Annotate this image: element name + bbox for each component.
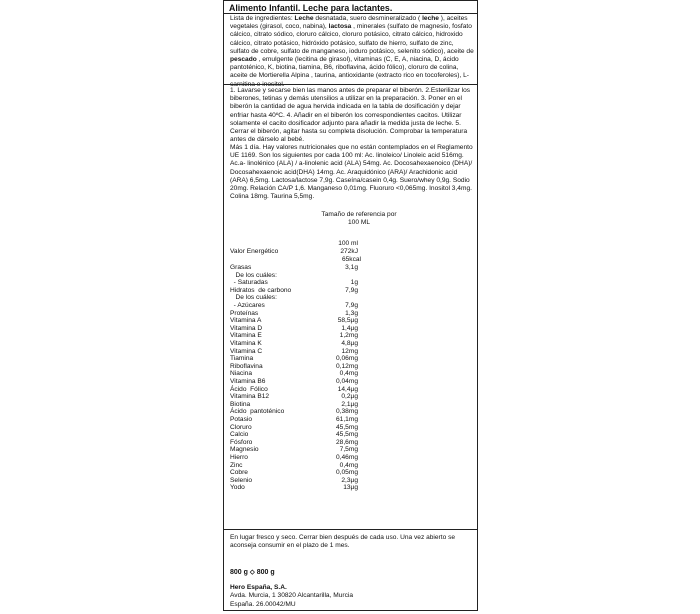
nutrient-value: 3,1g <box>345 264 358 271</box>
nutrient-value: 2,3µg <box>341 476 358 484</box>
nutrient-value: 1,4µg <box>341 324 358 332</box>
allergen-text: Leche <box>294 15 314 22</box>
nutrient-name: Cobre <box>230 469 248 477</box>
nutrient-row <box>230 484 470 492</box>
additional-nutrition-info: Más 1 día. Hay valores nutricionales que no están contemplados en el Reglamento UE 1169. Son los siguientes por cada 100 ml: Ac. linoleico/ Linoleic acid 516mg. Ac.a- linolénico (ALA) / a-linolenic acid (ALA) 54mg. Ac. Docosahexaenoico (DHA)/ Docosahexaenoic acid(DHA) 14mg. Ac. Araquidónico (ARA)/ Arachidonic acid (ARA) 6,5mg. Lactosa/lactose 7,9g. Caseína/casein 0,4g. Suero/whey 0,9g. Sodio 20mg. Relación CA/P 1,6. Manganeso 0,01mg. Fluoruro <0,065mg. Inositol 3,4mg. Colina 18mg. Taurina 5,5mg. <box>230 144 473 201</box>
energy-label: Valor Energético <box>230 248 279 255</box>
nutrient-value: 61,1mg <box>336 416 358 423</box>
nutrient-name: Zinc <box>230 461 243 469</box>
nutrient-name: Vitamina A <box>230 317 262 325</box>
nutrient-name: Proteínas <box>230 309 259 317</box>
nutrient-value: 7,9g <box>345 286 358 294</box>
ingredients-divider <box>224 84 477 85</box>
nutrient-name: Selenio <box>230 476 252 484</box>
ingredients-text: Lista de ingredientes: Leche desnatada, suero desmineralizado ( leche ), aceites vegetales (girasol, coco, nabina), lactosa , minerales (sulfato de magnesio, fosfato cálcico, citrato sódico, cloruro cálcico, cloruro potásico, citrato cálcico, hidroxido cálcico, citrato potásico, hidróxido potásico, sulfato de hierro, sulfato de zinc, sulfato de cobre, sulfato de manganeso, ioduro potásico, selenito sódico), aceite de pescado , emulgente (lecitina de girasol), vitaminas (C, E, A, niacina, D, ácido pantoténico, K, biotina, tiamina, B6, riboflavina, ácido fólico), cloruro de colina, aceite de Mortierella Alpina , taurina, antioxidante (extracto rico en tocoferoles), L-carnitina e inositol. <box>230 15 474 88</box>
ingredient-text: , emulgente (lecitina de girasol), vitaminas (C, E, A, niacina, D, ácido pantoténico, K, biotina, tiamina, B6, riboflavina, ácido fólico), cloruro de colina, aceite de Mortierella Alpina , taurina, antioxidante (extracto rico en tocoferoles), L-carnitina e inositol. <box>230 56 469 88</box>
energy-kcal-row <box>230 256 470 264</box>
nutrient-value: 1,2mg <box>339 332 358 340</box>
nutrient-name: De los cuáles: <box>230 271 277 279</box>
energy-kj: 272kJ <box>340 248 358 255</box>
nutrient-name: Ácido pantoténico <box>230 408 285 416</box>
nutrient-name: Biotina <box>230 400 251 408</box>
nutrient-value: 45,5mg <box>336 423 358 431</box>
company-registration: España. 26.00042/MU <box>230 600 296 608</box>
allergen-text: pescado <box>230 56 257 64</box>
product-title: Alimento Infantil. Leche para lactantes. <box>229 3 393 13</box>
energy-row <box>230 248 470 256</box>
table-unit: 100 ml <box>338 240 358 247</box>
table-unit-row <box>230 240 470 248</box>
nutrient-name: Tiamina <box>230 355 254 363</box>
nutrient-value: 0,38mg <box>336 408 358 416</box>
nutrient-name: Ácido Fólico <box>230 385 268 393</box>
nutrient-name: Vitamina D <box>230 324 263 332</box>
nutrient-value: 45,5mg <box>336 431 358 439</box>
allergen-text: leche <box>422 15 439 22</box>
title-divider <box>224 13 477 14</box>
nutrient-value: 13µg <box>343 484 358 492</box>
nutrient-value: 14,4µg <box>337 385 358 393</box>
nutrient-value: 0,04mg <box>336 378 358 385</box>
energy-kcal: 65kcal <box>341 256 361 263</box>
nutrient-value: 0,4mg <box>339 461 358 469</box>
nutrient-name: Vitamina C <box>230 347 263 355</box>
nutrient-value: 1g <box>350 279 358 287</box>
ingredient-text: , minerales (sulfato de magnesio, fosfato cálcico, citrato sódico, cloruro cálcico, cloruro potásico, citrato cálcico, hidroxido cálcico, citrato potásico, hidróxido potásico, sulfato de hierro, sulfato de zinc, sulfato de cobre, sulfato de manganeso, ioduro potásico, selenito sódico), aceite de <box>230 23 474 55</box>
nutrient-name: Vitamina E <box>230 332 262 340</box>
product-label <box>223 0 478 611</box>
ingredients-list <box>230 15 474 88</box>
preparation-instructions: 1. Lavarse y secarse bien las manos antes de preparar el biberón. 2.Esterilizar los biberones, tetinas y demás utensilios a utilizar en la preparación. 3. Poner en el biberón la cantidad de agua hervida indicada en la tabla de dosificación y dejar enfriar hasta 40ºC. 4. Añadir en el biberón los correspondientes cacitos. Utilizar solamente el cacito dosificador adjunto para añadir la medida justa de leche. 5. Cerrar el biberón, agitar hasta su completa disolución. Comprobar la temperatura antes de dárselo al bebé. <box>230 87 471 144</box>
nutrient-name: Fósforo <box>230 438 253 446</box>
nutrient-value: 0,4mg <box>339 370 358 378</box>
ingredient-text: desnatada, suero desmineralizado ( <box>313 15 423 22</box>
company-name: Hero España, S.A. <box>230 584 287 591</box>
nutrient-value: 28,6mg <box>336 438 358 446</box>
nutrient-name: - Azúcares <box>230 302 265 309</box>
nutrient-name: Vitamina B6 <box>230 378 266 385</box>
nutrient-value: 0,46mg <box>336 454 358 461</box>
nutrient-value: 7,9g <box>345 302 358 309</box>
nutrient-value: 12mg <box>341 347 358 355</box>
nutrient-value: 2,1µg <box>341 400 358 408</box>
nutrient-name: Grasas <box>230 264 252 271</box>
nutrient-value: 58,5µg <box>337 317 358 325</box>
nutrient-value: 4,8µg <box>341 340 358 347</box>
nutrient-name: Yodo <box>230 484 245 492</box>
company-info <box>230 584 353 609</box>
nutrient-value: 7,5mg <box>339 446 358 454</box>
nutrient-value: 0,12mg <box>336 362 358 370</box>
nutrient-value: 0,05mg <box>336 469 358 477</box>
table-reference-heading: Tamaño de referencia por 100 ML <box>321 211 397 227</box>
nutrient-name: - Saturadas <box>230 279 268 287</box>
nutrient-value: 0,06mg <box>336 355 358 363</box>
nutrient-name: Magnesio <box>230 446 259 454</box>
nutrient-name: Vitamina B12 <box>230 393 270 401</box>
nutrient-name: Hidratos de carbono <box>230 286 292 294</box>
company-address: Avda. Murcia, 1 30820 Alcantarilla, Murcia <box>230 592 354 600</box>
nutrient-name: Cloruro <box>230 423 252 431</box>
nutrient-name: Hierro <box>230 454 248 461</box>
ingredient-text: ), aceites vegetales (girasol, coco, nabina), <box>230 15 468 31</box>
nutrient-name: De los cuáles: <box>230 294 277 302</box>
nutrient-name: Calcio <box>230 431 249 439</box>
nutrient-name: Potasio <box>230 416 252 423</box>
nutrient-name: Vitamina K <box>230 340 262 347</box>
allergen-text: lactosa <box>328 23 352 31</box>
nutrient-name: Riboflavina <box>230 362 263 370</box>
storage-instructions: En lugar fresco y seco. Cerrar bien después de cada uso. Una vez abierto se aconseja consumir en el plazo de 1 mes. <box>230 534 456 550</box>
nutrient-value: 1,3g <box>345 309 358 317</box>
nutrient-value: 0,2µg <box>341 393 358 401</box>
net-weight: 800 g ⬦ 800 g <box>230 569 275 576</box>
table-divider <box>224 529 477 530</box>
nutrient-name: Niacina <box>230 370 252 378</box>
